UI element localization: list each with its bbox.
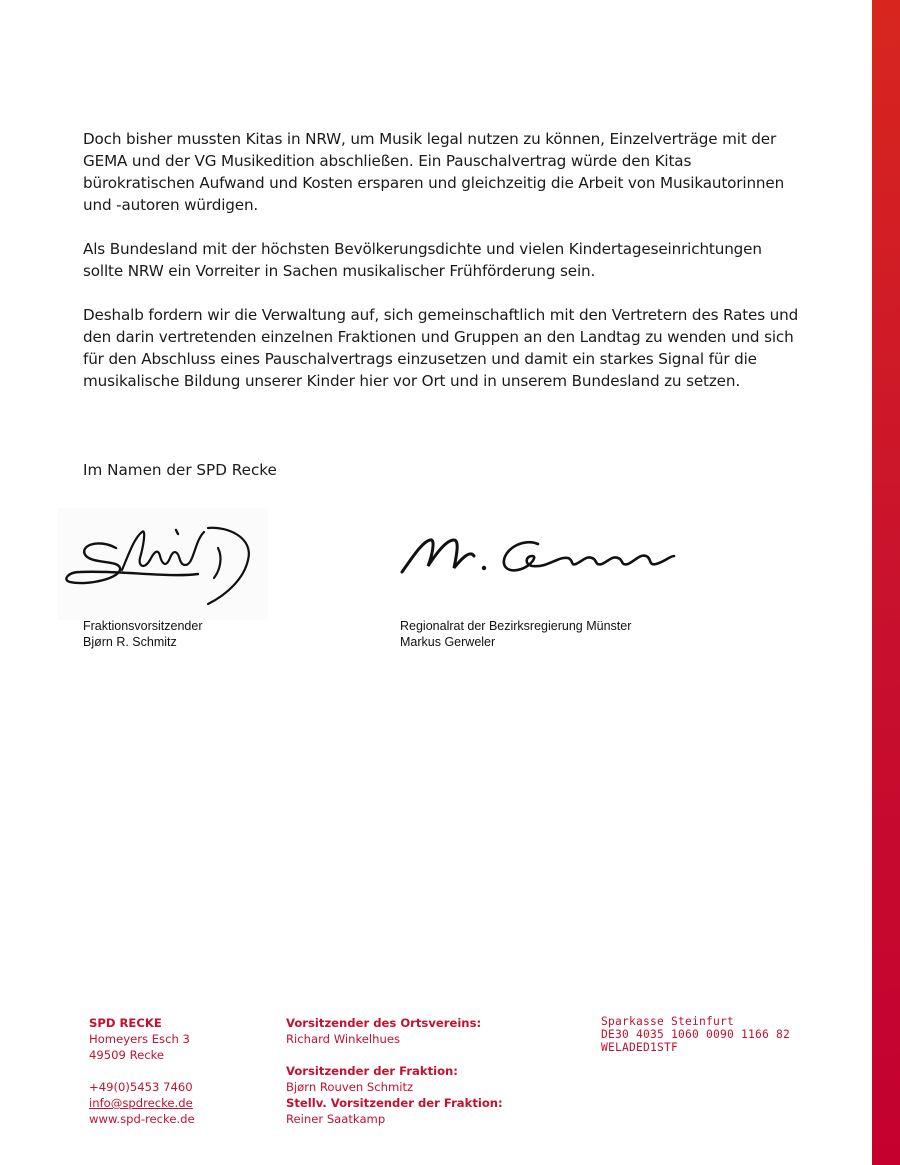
org-email-link[interactable]: info@spdrecke.de (89, 1096, 193, 1110)
red-side-bar (872, 0, 900, 1165)
faction-label: Vorsitzender der Fraktion: (286, 1064, 458, 1078)
signatory-left-name: Bjørn R. Schmitz (83, 635, 177, 649)
signatory-right (400, 618, 631, 650)
paragraph-2: Als Bundesland mit der höchsten Bevölkerungsdichte und vielen Kindertageseinrichtungen sollte NRW ein Vorreiter in Sachen musikalischer Frühförderung sein. (83, 240, 762, 280)
faction-name: Bjørn Rouven Schmitz (286, 1080, 414, 1094)
bank-bic: WELADED1STF (601, 1041, 679, 1054)
bank-iban: DE30 4035 1060 0090 1166 82 (601, 1028, 791, 1041)
org-city: 49509 Recke (89, 1048, 165, 1062)
footer-bank (601, 1015, 790, 1054)
signature-schmitz-image (58, 508, 268, 620)
paragraph-1: Doch bisher mussten Kitas in NRW, um Musik legal nutzen zu können, Einzelverträge mit der GEMA und der VG Musikedition abschließen. Ein Pauschalvertrag würde den Kitas bürokratischen Aufwand und Kosten ersparen und gleichzeitig die Arbeit von Musikautorinnen und -autoren würdigen. (83, 130, 785, 214)
closing-line: Im Namen der SPD Recke (83, 461, 277, 479)
chair-name: Richard Winkelhues (286, 1032, 401, 1046)
deputy-name: Reiner Saatkamp (286, 1112, 386, 1126)
signatory-right-role: Regionalrat der Bezirksregierung Münster (400, 619, 632, 633)
footer-contact (89, 1015, 195, 1127)
org-web-link[interactable]: www.spd-recke.de (89, 1112, 195, 1126)
paragraph-3: Deshalb fordern wir die Verwaltung auf, sich gemeinschaftlich mit den Vertretern des Rates und den darin vertretenden einzelnen Fraktionen und Gruppen an den Landtag zu wenden und sich für den Abschluss eines Pauschalvertrags einzusetzen und damit ein starkes Signal für die musikalische Bildung unserer Kinder hier vor Ort und in unserem Bundesland zu setzen. (83, 306, 799, 390)
signatory-right-name: Markus Gerweler (400, 635, 496, 649)
footer-people (286, 1015, 503, 1127)
bank-name: Sparkasse Steinfurt (601, 1015, 735, 1028)
signature-gerweler-image (398, 528, 678, 584)
signatory-left-role: Fraktionsvorsitzender (83, 619, 203, 633)
org-name: SPD RECKE (89, 1016, 162, 1030)
signatory-left (83, 618, 203, 650)
org-street: Homeyers Esch 3 (89, 1032, 190, 1046)
deputy-label: Stellv. Vorsitzender der Fraktion: (286, 1096, 503, 1110)
letter-body (83, 128, 803, 414)
chair-label: Vorsitzender des Ortsvereins: (286, 1016, 482, 1030)
org-phone: +49(0)5453 7460 (89, 1080, 193, 1094)
